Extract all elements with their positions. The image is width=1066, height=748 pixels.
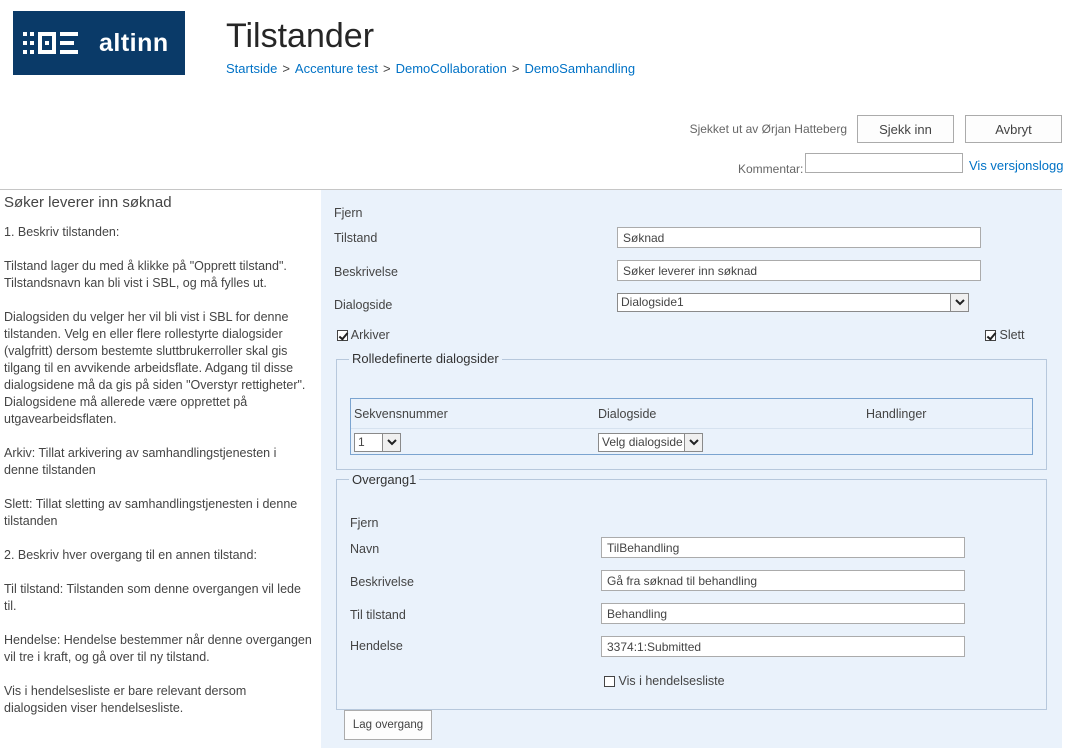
help-paragraph: 2. Beskriv hver overgang til en annen tilstand:	[4, 548, 257, 562]
dialog-select[interactable]	[617, 293, 969, 312]
version-log-link[interactable]: Vis versjonslogg	[969, 158, 1064, 173]
help-panel	[4, 194, 312, 734]
state-label: Tilstand	[334, 231, 378, 245]
breadcrumb-separator: >	[383, 61, 391, 76]
breadcrumb-accenture-test[interactable]: Accenture test	[294, 61, 379, 76]
event-input[interactable]: 3374:1:Submitted	[601, 636, 965, 657]
help-paragraph: Slett: Tillat sletting av samhandlingstjenesten i denne tilstanden	[4, 497, 298, 528]
archive-option[interactable]	[337, 328, 390, 342]
altinn-logo[interactable]	[13, 11, 185, 75]
sequence-select[interactable]	[354, 433, 401, 452]
event-label: Hendelse	[350, 639, 403, 653]
column-header-actions: Handlinger	[866, 407, 927, 421]
help-paragraph: Vis i hendelsesliste er bare relevant dersom dialogsiden viser hendelsesliste.	[4, 684, 247, 715]
archive-label: Arkiver	[350, 328, 390, 342]
comment-label: Kommentar:	[738, 162, 804, 176]
remove-state-link[interactable]: Fjern	[334, 206, 363, 220]
breadcrumb-separator: >	[511, 61, 520, 76]
to-state-input[interactable]: Behandling	[601, 603, 965, 624]
role-dialog-select-value: Velg dialogside	[602, 435, 683, 449]
transition-legend: Overgang1	[349, 472, 419, 487]
help-paragraph: Dialogsiden du velger her vil bli vist i SBL for denne tilstanden. Velg en eller flere rollestyrte dialogsider (valgfritt) dersom bestemte sluttbrukerroller skal gis tilgang til en avvikende arbeidsflate. Adgang til disse dialogsidene må da gis på siden "Overstyr rettigheter". Dialogsidene må allerede være opprettet på utgavearbeidsflaten.	[4, 310, 306, 426]
cancel-button[interactable]: Avbryt	[965, 115, 1062, 143]
chevron-down-icon[interactable]	[382, 434, 400, 451]
help-paragraph: Arkiv: Tillat arkivering av samhandlingstjenesten i denne tilstanden	[4, 446, 277, 477]
dialog-label: Dialogside	[334, 298, 393, 312]
state-name-input[interactable]: Søknad	[617, 227, 981, 248]
to-state-label: Til tilstand	[350, 608, 406, 622]
delete-option[interactable]	[985, 328, 1025, 342]
breadcrumb-separator: >	[282, 61, 290, 76]
show-in-event-list-option[interactable]	[604, 674, 725, 688]
help-paragraph: Hendelse: Hendelse bestemmer når denne overgangen vil tre i kraft, og gå over til ny tilstand.	[4, 633, 312, 664]
archive-checkbox[interactable]	[337, 330, 348, 341]
checked-out-status: Sjekket ut av Ørjan Hatteberg	[689, 122, 847, 136]
remove-transition-link[interactable]: Fjern	[350, 516, 379, 530]
comment-input[interactable]	[805, 153, 963, 173]
sequence-select-value: 1	[358, 435, 365, 449]
chevron-down-icon[interactable]	[950, 294, 968, 311]
show-in-event-list-checkbox[interactable]	[604, 676, 615, 687]
page-title: Tilstander	[226, 17, 375, 55]
transition-name-label: Navn	[350, 542, 380, 556]
help-paragraph: Tilstand lager du med å klikke på "Opprett tilstand". Tilstandsnavn kan bli vist i SBL, og må fylles ut.	[4, 259, 287, 290]
logo-text: altinn	[99, 28, 169, 57]
description-input[interactable]: Søker leverer inn søknad	[617, 260, 981, 281]
checkin-button[interactable]: Sjekk inn	[857, 115, 954, 143]
description-label: Beskrivelse	[334, 265, 398, 279]
transition-description-label: Beskrivelse	[350, 575, 414, 589]
help-paragraph: Til tilstand: Tilstanden som denne overgangen vil lede til.	[4, 582, 301, 613]
breadcrumb	[226, 61, 635, 76]
column-header-sequence: Sekvensnummer	[354, 407, 448, 421]
help-heading: Søker leverer inn søknad	[4, 194, 172, 211]
transition-description-input[interactable]: Gå fra søknad til behandling	[601, 570, 965, 591]
role-dialog-select[interactable]	[598, 433, 703, 452]
breadcrumb-demosamhandling[interactable]: DemoSamhandling	[524, 61, 636, 76]
transition-name-input[interactable]: TilBehandling	[601, 537, 965, 558]
dialog-select-value: Dialogside1	[621, 295, 684, 309]
help-paragraph: 1. Beskriv tilstanden:	[4, 225, 120, 239]
altinn-logo-icon	[23, 30, 89, 56]
delete-checkbox[interactable]	[985, 330, 996, 341]
column-header-dialog: Dialogside	[598, 407, 657, 421]
table-row-divider	[351, 428, 1032, 429]
role-dialogs-legend: Rolledefinerte dialogsider	[349, 351, 502, 366]
add-transition-button[interactable]: Lag overgang	[344, 710, 432, 740]
chevron-down-icon[interactable]	[684, 434, 702, 451]
breadcrumb-democollaboration[interactable]: DemoCollaboration	[395, 61, 507, 76]
delete-label: Slett	[999, 328, 1025, 342]
breadcrumb-startside[interactable]: Startside	[226, 61, 278, 76]
show-in-event-list-label: Vis i hendelsesliste	[618, 674, 725, 688]
